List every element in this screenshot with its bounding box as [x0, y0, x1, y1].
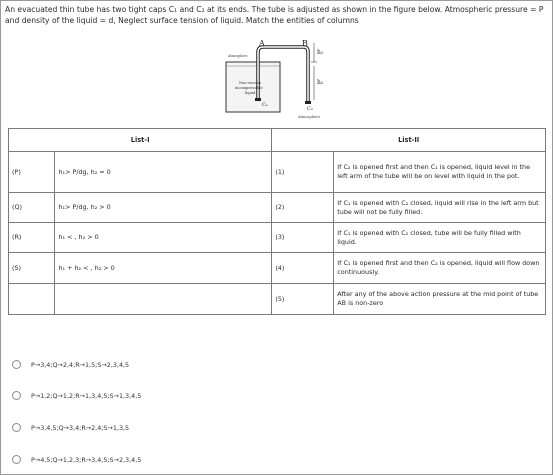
row-expression: [55, 284, 272, 315]
table-row: [9, 152, 546, 193]
radio-button-icon[interactable]: [12, 360, 21, 369]
radio-button-icon[interactable]: [12, 455, 21, 464]
label-c1: C₁: [262, 102, 268, 108]
cap-c1: [255, 98, 261, 101]
radio-button-icon[interactable]: [12, 423, 21, 432]
label-atmosphere-bottom: Atmosphere: [298, 115, 320, 119]
list-1-header: List-I: [9, 129, 272, 152]
label-atmosphere-top: Atmosphere: [228, 54, 248, 58]
row-number: (1): [272, 152, 334, 193]
option-a[interactable]: [12, 360, 129, 369]
label-a: A: [259, 40, 265, 48]
tube-figure: [222, 40, 332, 120]
row-description: If C₁ is opened with C₂ closed, tube will be fully filled with liquid.: [334, 223, 546, 253]
row-number: (3): [272, 223, 334, 253]
row-expression: h₁> P/dg, h₂ = 0: [55, 152, 272, 193]
row-expression: h₁> P/dg, h₂ > 0: [55, 193, 272, 223]
row-key: (Q): [9, 193, 55, 223]
label-c2: C₂: [307, 106, 313, 112]
label-h1: h₁: [317, 49, 324, 56]
row-number: (4): [272, 253, 334, 284]
row-key: (P): [9, 152, 55, 193]
label-liquid-1: Non-viscous: [239, 81, 262, 85]
table-row: [9, 253, 546, 284]
option-d[interactable]: [12, 455, 141, 464]
row-number: (2): [272, 193, 334, 223]
option-b[interactable]: [12, 391, 141, 400]
row-description: If C₁ is opened with C₂ closed, liquid will rise in the left arm but tube will not be fully filled.: [334, 193, 546, 223]
match-table: [8, 128, 546, 315]
row-key: (S): [9, 253, 55, 284]
row-description: If C₁ is opened first and then C₂ is opened, liquid will flow down continuously.: [334, 253, 546, 284]
row-expression: h₁ < , h₂ > 0: [55, 223, 272, 253]
radio-button-icon[interactable]: [12, 391, 21, 400]
label-b: B: [302, 40, 308, 48]
label-liquid-2: incompressible: [235, 86, 263, 90]
table-row: [9, 284, 546, 315]
option-c-label: P→3,4,5;Q→3,4;R→2,4;S→1,3,5: [31, 423, 130, 432]
tube-diagram: [222, 40, 332, 120]
label-h2: h₂: [317, 79, 324, 86]
option-c[interactable]: [12, 423, 129, 432]
option-a-label: P→3,4;Q→2,4;R→1,5;S→2,3,4,5: [31, 360, 130, 369]
row-key: (R): [9, 223, 55, 253]
row-expression: h₁ + h₂ < , h₂ > 0: [55, 253, 272, 284]
list-2-header: List-II: [272, 129, 546, 152]
question-text: An evacuated thin tube has two tight caps C₁ and C₂ at its ends. The tube is adjusted as shown in the figure below. Atmospheric pressure = P and density of the liquid = d, Neglect surface tension of liquid. Match the entities of columns: [5, 5, 544, 25]
option-d-label: P→4,5;Q→1,2,3;R→3,4,5;S→2,3,4,5: [31, 455, 142, 464]
row-number: (5): [272, 284, 334, 315]
cap-c2: [305, 101, 311, 104]
row-description: After any of the above action pressure at the mid point of tube AB is non-zero: [334, 284, 546, 315]
row-key: [9, 284, 55, 315]
table-row: [9, 223, 546, 253]
label-liquid-3: liquid: [245, 91, 256, 95]
row-description: If C₂ is opened first and then C₁ is opened, liquid level in the left arm of the tube will be on level with liquid in the pot.: [334, 152, 546, 193]
table-row: [9, 193, 546, 223]
option-b-label: P→1,2;Q→1,2;R→1,3,4,5;S→1,3,4,5: [31, 391, 142, 400]
